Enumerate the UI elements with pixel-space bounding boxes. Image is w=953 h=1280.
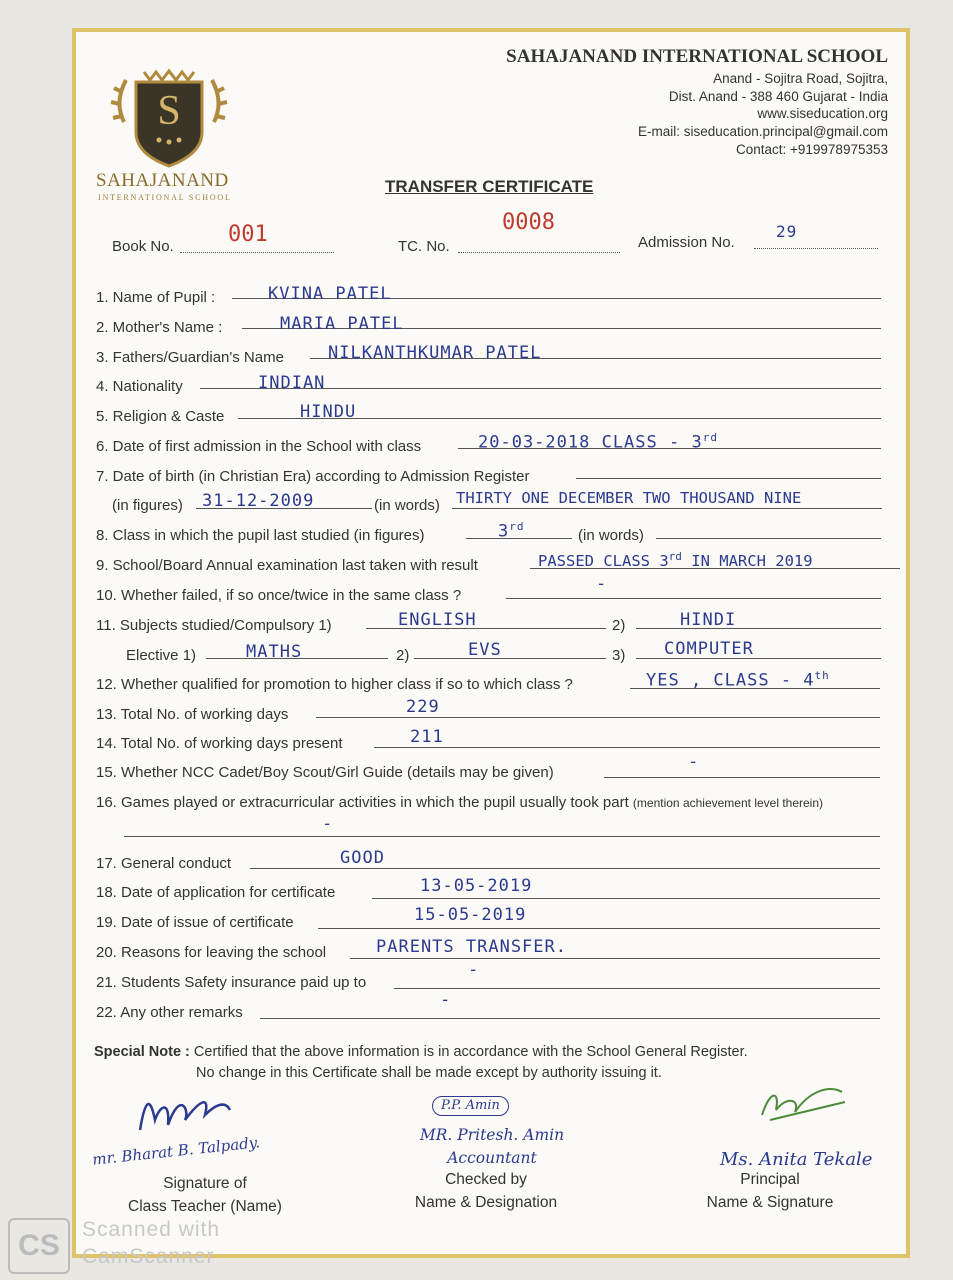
nationality-value: INDIAN	[258, 373, 326, 393]
principal-sig-line-2: Name & Signature	[706, 1194, 834, 1211]
exam-result-text-2: IN MARCH 2019	[691, 552, 813, 571]
elective-label: Elective 1)	[126, 647, 197, 664]
application-date-line	[372, 898, 880, 899]
elective-2-label: 2)	[396, 647, 410, 664]
working-days-line	[316, 717, 880, 718]
nationality-label: 4. Nationality	[96, 378, 183, 395]
principal-sig-line-1: Principal	[740, 1171, 800, 1188]
games-label-note: (mention achievement level therein)	[632, 796, 824, 810]
working-days-value: 229	[406, 697, 440, 717]
pupil-name-value: KVINA PATEL	[268, 284, 392, 304]
games-value: -	[322, 814, 334, 834]
special-note-line-2: No change in this Certificate shall be made except by authority issuing it.	[196, 1065, 662, 1081]
teacher-sig-line-1: Signature of	[163, 1175, 247, 1192]
address-line-2: Dist. Anand - 388 460 Gujarat - India	[668, 88, 888, 104]
days-present-label: 14. Total No. of working days present	[96, 735, 343, 752]
promotion-value	[646, 669, 830, 691]
book-no-value: 001	[228, 222, 268, 247]
special-note	[94, 1044, 748, 1060]
teacher-signature-block	[120, 1172, 290, 1218]
special-note-line-1: Certified that the above information is in accordance with the School General Register.	[193, 1044, 748, 1060]
teacher-signature-icon	[130, 1080, 240, 1140]
promotion-sup: th	[814, 669, 830, 682]
remarks-value: -	[440, 990, 452, 1010]
school-website: www.siseducation.org	[757, 106, 888, 122]
teacher-handwritten-name: mr. Bharat B. Talpady.	[91, 1133, 261, 1169]
remarks-line	[260, 1018, 880, 1019]
book-no-label: Book No.	[112, 238, 174, 255]
issue-date-value: 15-05-2019	[414, 905, 527, 925]
failed-label: 10. Whether failed, if so once/twice in the same class ?	[96, 587, 462, 604]
exam-result-text: PASSED CLASS 3	[538, 552, 669, 571]
checker-handwritten-role: Accountant	[447, 1149, 537, 1167]
games-label	[96, 794, 823, 811]
issue-date-label: 19. Date of issue of certificate	[96, 914, 294, 931]
conduct-value: GOOD	[340, 848, 385, 868]
last-class-words-line	[656, 538, 881, 539]
crest-subtitle: INTERNATIONAL SCHOOL	[98, 193, 232, 202]
checker-stamp: P.P. Amin	[432, 1096, 509, 1116]
certificate-title: TRANSFER CERTIFICATE	[385, 177, 594, 196]
leaving-reason-label: 20. Reasons for leaving the school	[96, 944, 327, 961]
insurance-line	[394, 988, 880, 989]
promotion-label: 12. Whether qualified for promotion to higher class if so to which class ?	[96, 676, 573, 693]
ncc-label: 15. Whether NCC Cadet/Boy Scout/Girl Guide (details may be given)	[96, 764, 554, 781]
pupil-name-label: 1. Name of Pupil :	[96, 289, 216, 306]
dob-words-value: THIRTY ONE DECEMBER TWO THOUSAND NINE	[456, 489, 802, 507]
school-crest-icon	[104, 62, 234, 182]
crest-letter: S	[157, 88, 181, 134]
elective-2-line	[414, 658, 606, 659]
last-class-sup: rd	[509, 520, 525, 533]
admission-no-label: Admission No.	[638, 234, 735, 251]
admission-date-label: 6. Date of first admission in the School with class	[96, 438, 422, 455]
games-label-text: 16. Games played or extracurricular activities in which the pupil usually took part	[96, 794, 629, 811]
admission-date-value	[478, 431, 718, 453]
religion-label: 5. Religion & Caste	[96, 408, 225, 425]
watermark-line-2: CamScanner	[82, 1245, 215, 1268]
ncc-value: -	[688, 752, 700, 772]
compulsory-2-value: HINDI	[680, 610, 737, 630]
school-address	[638, 70, 888, 159]
admission-no-line	[754, 248, 878, 249]
games-line	[124, 836, 880, 837]
elective-2-value: EVS	[468, 640, 502, 660]
principal-handwritten-name: Ms. Anita Tekale	[720, 1149, 873, 1170]
camscanner-watermark	[82, 1216, 220, 1270]
subjects-label: 11. Subjects studied/Compulsory 1)	[96, 617, 332, 634]
address-line-1: Anand - Sojitra Road, Sojitra,	[713, 71, 888, 86]
mother-name-label: 2. Mother's Name :	[96, 319, 223, 336]
working-days-label: 13. Total No. of working days	[96, 706, 289, 723]
failed-line	[506, 598, 881, 599]
admission-date-text: 20-03-2018 CLASS - 3	[478, 432, 703, 453]
issue-date-line	[318, 928, 880, 929]
dob-line	[576, 478, 881, 479]
book-no-line	[180, 252, 334, 253]
father-name-label: 3. Fathers/Guardian's Name	[96, 349, 284, 366]
failed-value: -	[596, 574, 608, 594]
elective-3-value: COMPUTER	[664, 639, 754, 659]
checker-handwritten-name: MR. Pritesh. Amin	[419, 1126, 565, 1144]
dob-label: 7. Date of birth (in Christian Era) according to Admission Register	[96, 468, 530, 485]
application-date-label: 18. Date of application for certificate	[96, 884, 336, 901]
principal-signature-icon	[750, 1080, 850, 1125]
dob-figures-value: 31-12-2009	[202, 491, 315, 511]
tc-no-value: 0008	[502, 210, 555, 235]
leaving-reason-value: PARENTS TRANSFER.	[376, 937, 567, 957]
school-email: E-mail: siseducation.principal@gmail.com	[637, 124, 888, 140]
compulsory-2-line	[636, 628, 881, 629]
compulsory-2-label: 2)	[612, 617, 626, 634]
religion-value: HINDU	[300, 402, 357, 422]
ncc-line	[604, 777, 880, 778]
compulsory-1-value: ENGLISH	[398, 610, 477, 630]
last-class-words-label: (in words)	[578, 527, 644, 544]
conduct-label: 17. General conduct	[96, 855, 232, 872]
days-present-value: 211	[410, 727, 444, 747]
school-contact: Contact: +919978975353	[735, 141, 888, 157]
checker-signature-block	[400, 1168, 572, 1214]
crest-name: SAHAJANAND	[96, 170, 229, 191]
exam-result-label: 9. School/Board Annual examination last taken with result	[96, 557, 478, 574]
tc-no-label: TC. No.	[398, 238, 450, 255]
promotion-text: YES , CLASS - 4	[646, 670, 815, 691]
last-class-text: 3	[498, 521, 510, 542]
mother-name-value: MARIA PATEL	[280, 314, 404, 334]
last-class-label: 8. Class in which the pupil last studied (in figures)	[96, 527, 425, 544]
conduct-line	[250, 868, 880, 869]
special-note-label: Special Note :	[94, 1044, 190, 1060]
tc-no-line	[458, 252, 620, 253]
dob-words-label: (in words)	[374, 497, 440, 514]
camscanner-logo: CS	[8, 1218, 70, 1274]
elective-3-label: 3)	[612, 647, 626, 664]
admission-date-sup: rd	[702, 431, 718, 444]
dob-words-line	[452, 508, 882, 509]
insurance-value: -	[468, 960, 480, 980]
father-name-value: NILKANTHKUMAR PATEL	[328, 343, 542, 363]
leaving-reason-line	[350, 958, 880, 959]
exam-result-sup: rd	[668, 550, 682, 563]
insurance-label: 21. Students Safety insurance paid up to	[96, 974, 367, 991]
last-class-value	[498, 520, 525, 542]
days-present-line	[374, 747, 880, 748]
admission-no-value: 29	[776, 222, 798, 241]
exam-result-value	[538, 550, 813, 570]
checker-sig-line-2: Name & Designation	[414, 1194, 558, 1211]
principal-signature-block	[690, 1168, 850, 1214]
teacher-sig-line-2: Class Teacher (Name)	[128, 1198, 282, 1215]
dob-figures-label: (in figures)	[112, 497, 183, 514]
school-name: SAHAJANAND INTERNATIONAL SCHOOL	[506, 46, 888, 67]
checker-sig-line-1: Checked by	[445, 1171, 527, 1188]
elective-1-value: MATHS	[246, 642, 303, 662]
remarks-label: 22. Any other remarks	[96, 1004, 243, 1021]
application-date-value: 13-05-2019	[420, 876, 533, 896]
watermark-line-1: Scanned with	[82, 1218, 221, 1241]
